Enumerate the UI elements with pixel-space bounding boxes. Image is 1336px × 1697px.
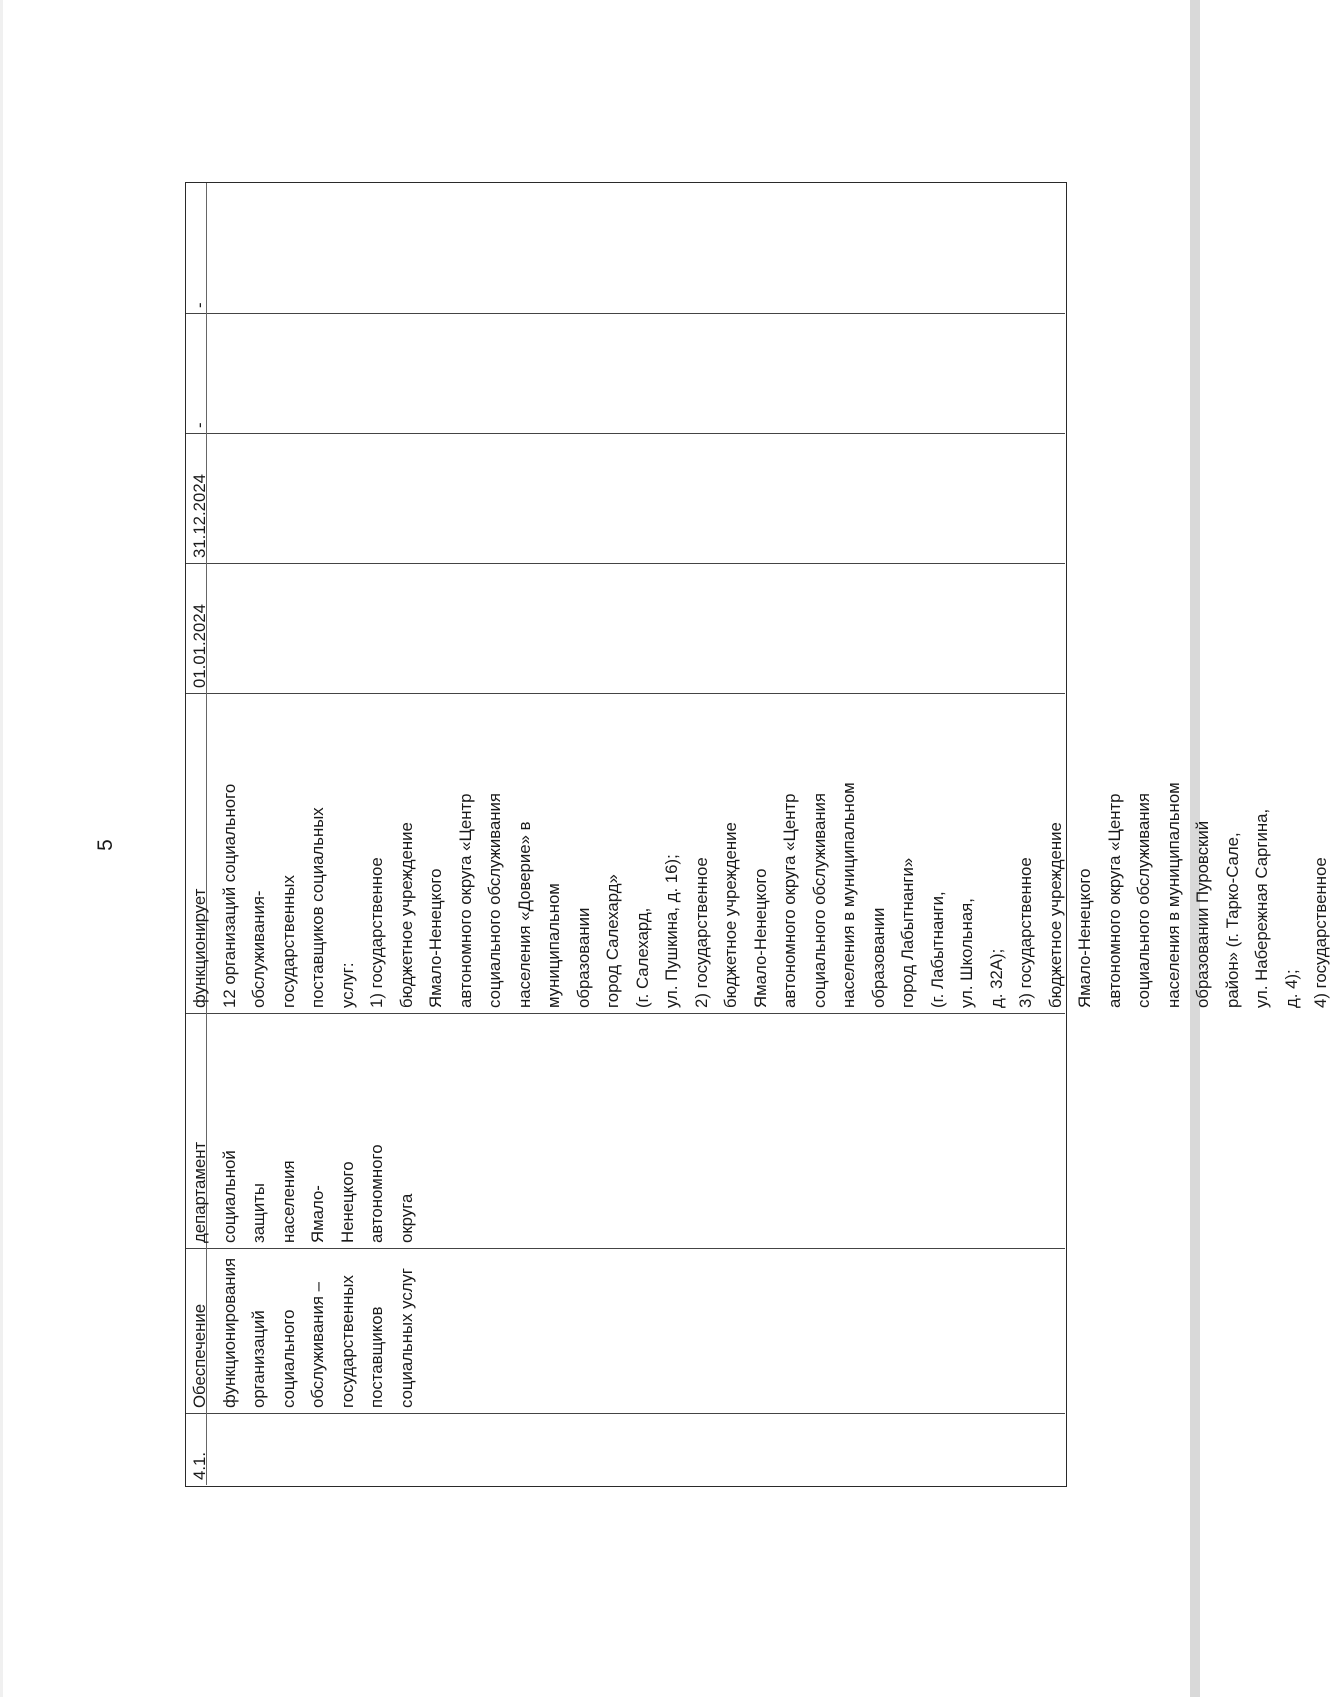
cell-col7: - <box>190 422 209 428</box>
scan-edge-left <box>0 0 3 1697</box>
plan-table <box>185 182 1330 1487</box>
cell-executor: департамент социальной защиты населения Ямало- Ненецкого автономного округа <box>190 1141 416 1243</box>
cell-event: Обеспечение функционирования организаций социального обслуживания – государственных поставщиков социальных услуг <box>190 1257 416 1408</box>
column-divider <box>186 433 1065 434</box>
column-divider <box>186 313 1065 314</box>
cell-col8: - <box>190 302 209 308</box>
cell-row-number: 4.1. <box>190 1452 209 1480</box>
column-divider <box>186 1413 1065 1414</box>
cell-start-date: 01.01.2024 <box>190 604 209 688</box>
column-divider <box>186 563 1065 564</box>
cell-description: функционирует 12 организаций социального обслуживания- государственных поставщиков социальных услуг: 1) государственное бюджетное учреждение Ямало-Ненецкого автономного округа «Центр социального обслуживания населения «Доверие» в муниципальном образовании город Салехард» (г. Салехард, ул. Пушкина, д. 16); 2) государственное бюджетное учреждение Ямало-Ненецкого автономного округа «Центр социального обслуживания населения в муниципальном образовании город Лабытнанги» (г. Лабытнанги, ул. Школьная, д. 32А); 3) государственное бюджетное учреждение Ямало-Ненецкого автономного округа «Центр социального обслуживания населения в муниципальном образовании Пуровский район» (г. Тарко-Сале, ул. Набережная Саргина, д. 4); 4) государственное <box>190 782 1330 1008</box>
page-number: 5 <box>94 839 117 851</box>
cell-end-date: 31.12.2024 <box>190 474 209 558</box>
